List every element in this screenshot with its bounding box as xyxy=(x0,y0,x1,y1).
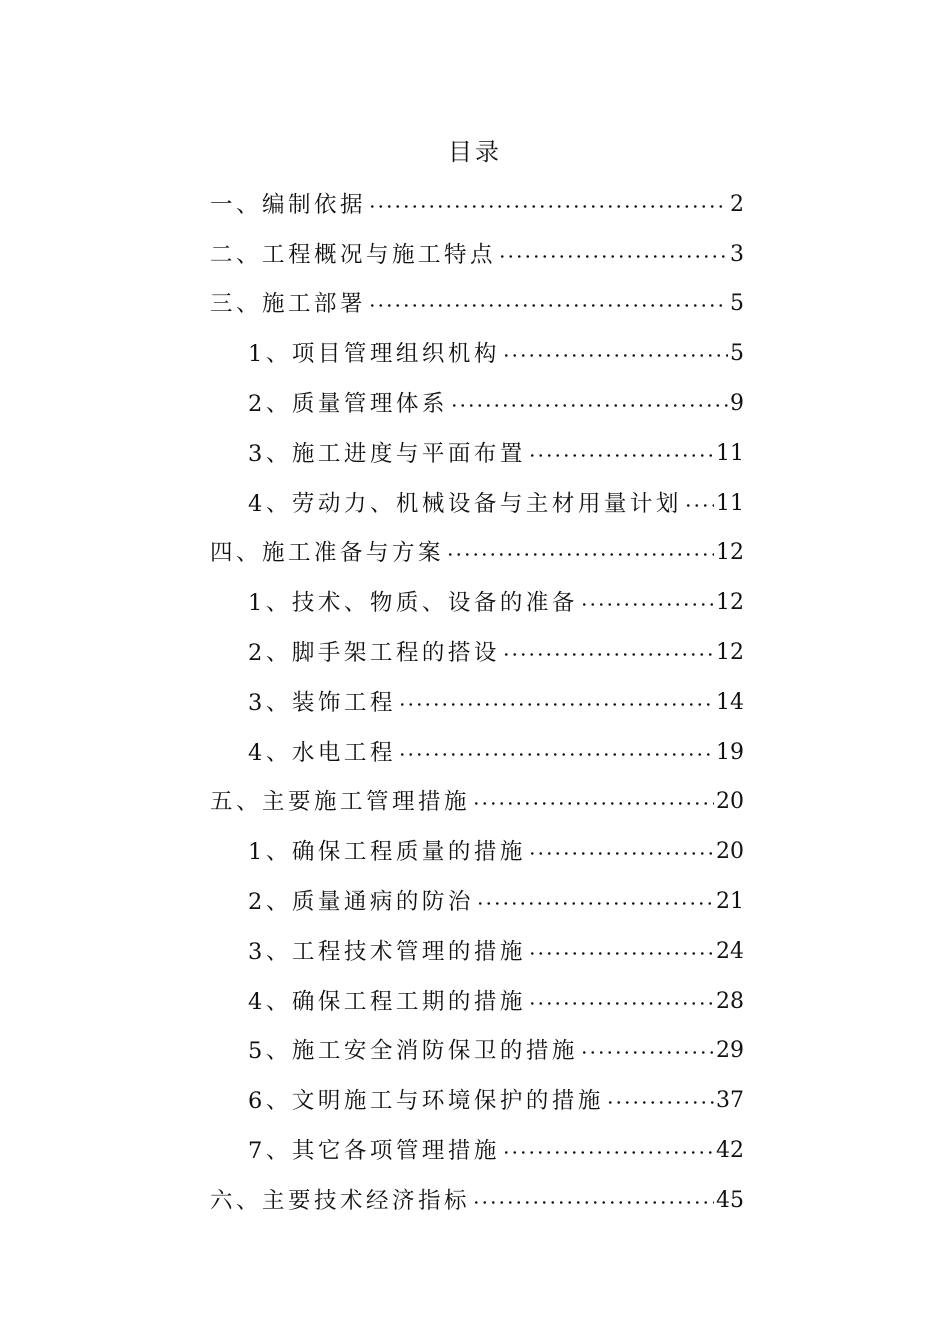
toc-dot-leader xyxy=(368,190,728,220)
toc-entry[interactable] xyxy=(210,877,744,927)
toc-entry[interactable] xyxy=(210,977,744,1027)
toc-entry-title: 三、施工部署 xyxy=(210,291,367,318)
toc-entry-title: 6、文明施工与环境保护的措施 xyxy=(248,1088,604,1115)
toc-entry-title: 3、装饰工程 xyxy=(248,689,396,716)
table-of-contents xyxy=(210,180,744,1226)
toc-entry-page-number: 12 xyxy=(716,640,744,666)
toc-dot-leader xyxy=(580,1036,714,1066)
toc-entry[interactable] xyxy=(210,230,744,280)
toc-entry-page-number: 19 xyxy=(716,739,744,765)
toc-entry[interactable] xyxy=(210,329,744,379)
toc-entry-title: 3、施工进度与平面布置 xyxy=(248,440,526,467)
toc-dot-leader xyxy=(606,1086,714,1116)
toc-entry-page-number: 14 xyxy=(716,689,744,715)
toc-entry-page-number: 45 xyxy=(716,1187,744,1213)
toc-dot-leader xyxy=(498,240,728,270)
toc-entry[interactable] xyxy=(210,628,744,678)
toc-entry-title: 一、编制依据 xyxy=(210,191,367,218)
toc-entry[interactable] xyxy=(210,678,744,728)
toc-entry-page-number: 20 xyxy=(716,839,744,865)
toc-entry-title: 四、施工准备与方案 xyxy=(210,540,445,567)
toc-entry-title: 2、质量管理体系 xyxy=(248,391,448,418)
toc-entry[interactable] xyxy=(210,379,744,429)
toc-entry[interactable] xyxy=(210,1027,744,1077)
toc-entry-page-number: 28 xyxy=(716,988,744,1014)
toc-entry-title: 4、水电工程 xyxy=(248,739,396,766)
toc-entry-page-number: 12 xyxy=(716,540,744,566)
toc-entry[interactable] xyxy=(210,1076,744,1126)
toc-entry-page-number: 3 xyxy=(730,241,744,267)
toc-entry-page-number: 2 xyxy=(730,191,744,217)
toc-entry-page-number: 21 xyxy=(716,889,744,915)
toc-dot-leader xyxy=(398,738,714,768)
toc-entry[interactable] xyxy=(210,479,744,529)
toc-entry[interactable] xyxy=(210,578,744,628)
toc-entry-title: 4、确保工程工期的措施 xyxy=(248,988,526,1015)
toc-entry[interactable] xyxy=(210,1176,744,1226)
toc-dot-leader xyxy=(502,1136,714,1166)
toc-entry-title: 3、工程技术管理的措施 xyxy=(248,938,526,965)
toc-entry[interactable] xyxy=(210,1126,744,1176)
toc-entry-title: 4、劳动力、机械设备与主材用量计划 xyxy=(248,490,682,517)
toc-entry-page-number: 11 xyxy=(716,440,744,466)
toc-entry-page-number: 29 xyxy=(716,1038,744,1064)
toc-entry-page-number: 37 xyxy=(716,1088,744,1114)
toc-entry-title: 5、施工安全消防保卫的措施 xyxy=(248,1038,578,1065)
toc-dot-leader xyxy=(398,688,714,718)
toc-dot-leader xyxy=(528,439,714,469)
toc-entry-page-number: 12 xyxy=(716,590,744,616)
toc-entry[interactable] xyxy=(210,827,744,877)
toc-entry-page-number: 24 xyxy=(716,938,744,964)
toc-dot-leader xyxy=(528,987,714,1017)
toc-entry[interactable] xyxy=(210,778,744,828)
toc-dot-leader xyxy=(502,638,714,668)
toc-entry-title: 1、确保工程质量的措施 xyxy=(248,839,526,866)
toc-dot-leader xyxy=(502,339,728,369)
toc-entry[interactable] xyxy=(210,927,744,977)
toc-dot-leader xyxy=(528,837,714,867)
toc-dot-leader xyxy=(528,937,714,967)
toc-dot-leader xyxy=(580,588,714,618)
toc-entry-page-number: 20 xyxy=(716,789,744,815)
toc-entry-page-number: 11 xyxy=(716,490,744,516)
toc-entry-title: 1、项目管理组织机构 xyxy=(248,341,500,368)
toc-entry-title: 2、脚手架工程的搭设 xyxy=(248,640,500,667)
toc-entry-title: 二、工程概况与施工特点 xyxy=(210,241,497,268)
toc-entry-title: 五、主要施工管理措施 xyxy=(210,789,471,816)
toc-dot-leader xyxy=(368,289,728,319)
toc-entry[interactable] xyxy=(210,280,744,330)
toc-entry-page-number: 9 xyxy=(730,391,744,417)
toc-entry-title: 2、质量通病的防治 xyxy=(248,889,474,916)
toc-entry-page-number: 5 xyxy=(730,341,744,367)
toc-entry-page-number: 5 xyxy=(730,291,744,317)
toc-entry[interactable] xyxy=(210,529,744,579)
toc-dot-leader xyxy=(684,489,714,519)
toc-entry-title: 1、技术、物质、设备的准备 xyxy=(248,590,578,617)
toc-dot-leader xyxy=(450,389,728,419)
page-title: 目录 xyxy=(448,138,502,166)
toc-dot-leader xyxy=(472,1186,714,1216)
toc-entry-title: 7、其它各项管理措施 xyxy=(248,1138,500,1165)
toc-dot-leader xyxy=(476,887,714,917)
toc-dot-leader xyxy=(446,538,714,568)
toc-entry[interactable] xyxy=(210,429,744,479)
toc-entry-page-number: 42 xyxy=(716,1138,744,1164)
toc-dot-leader xyxy=(472,787,714,817)
toc-entry[interactable] xyxy=(210,728,744,778)
toc-entry[interactable] xyxy=(210,180,744,230)
toc-entry-title: 六、主要技术经济指标 xyxy=(210,1187,471,1214)
